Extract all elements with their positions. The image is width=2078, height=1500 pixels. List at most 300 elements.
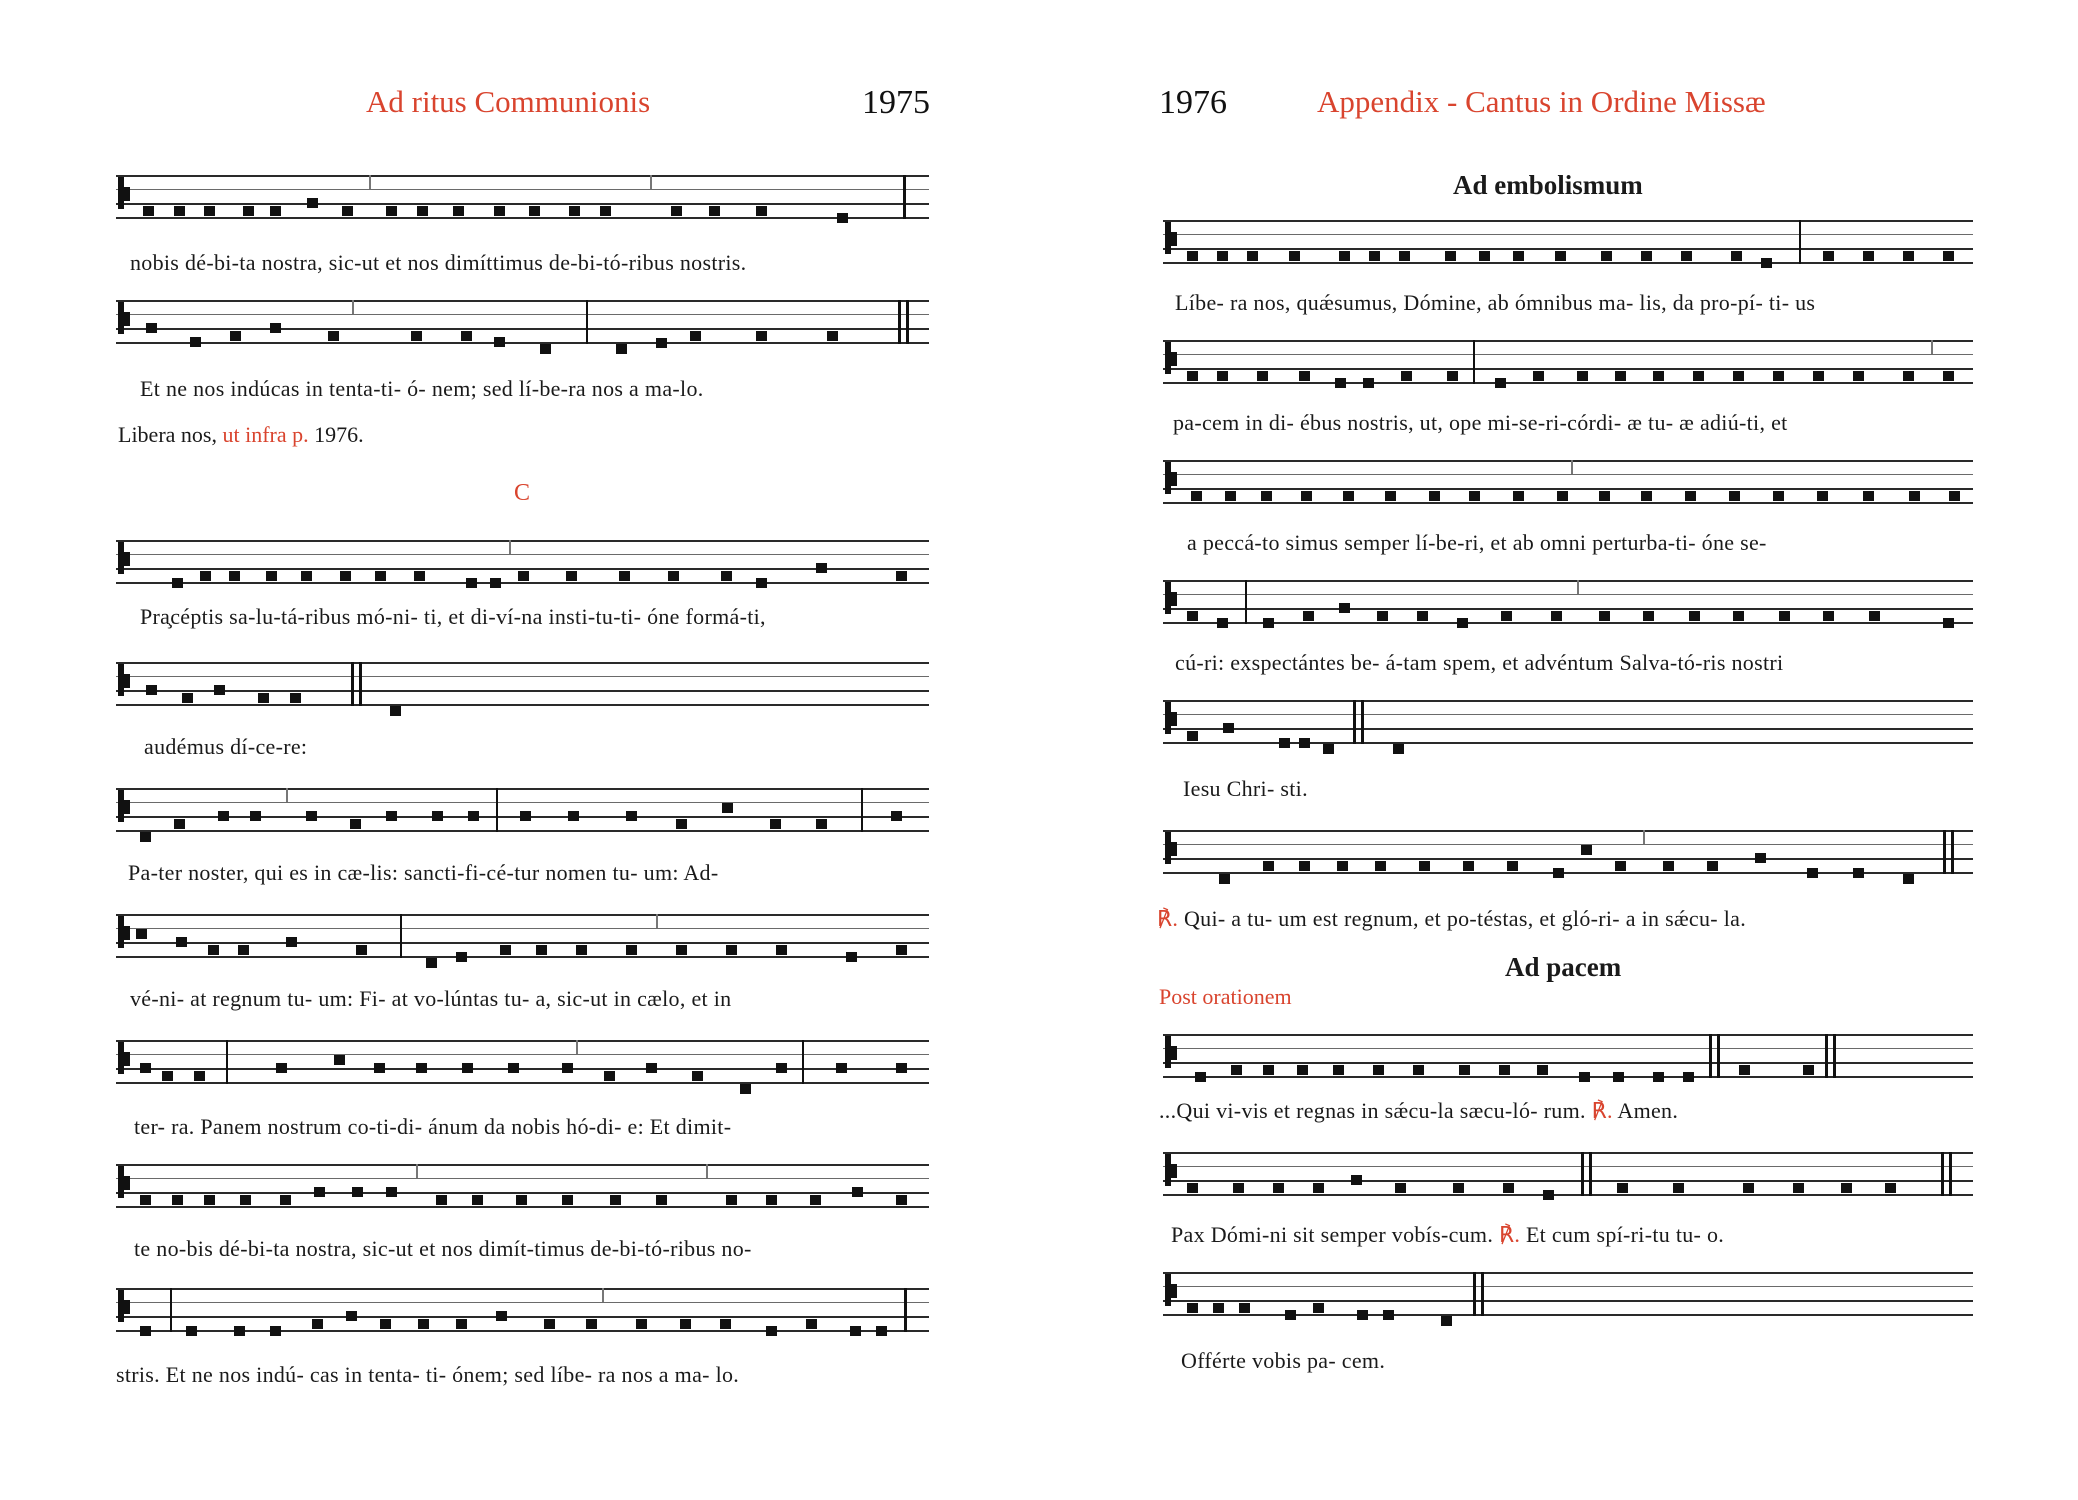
neume-note [806,1319,817,1329]
bar-line [1473,1272,1476,1316]
neume-note [1689,611,1700,621]
staff-line [116,662,929,664]
neume-note [1903,874,1914,884]
neume-note [432,811,443,821]
neume-note [1615,371,1626,381]
bar-line [802,1040,804,1084]
c-clef-icon [118,1166,124,1198]
neume-note [390,706,401,716]
neume-note [1297,1065,1308,1075]
neume-note [1323,744,1334,754]
neume-note [1501,611,1512,621]
neume-note [1773,371,1784,381]
c-clef-icon [118,177,124,209]
bar-line [1577,580,1579,594]
neume-note [1419,861,1430,871]
cross-ref-rubric: ut infra p. [222,422,309,447]
neume-note [462,1063,473,1073]
c-clef-icon [1165,342,1171,374]
neume-note [174,206,185,216]
lyric-line: Pra̧céptis sa-lu-tá-ribus mó-ni- ti, et di-ví-na insti-tu-ti- óne formá-ti, [140,604,766,629]
staff-line [116,704,929,706]
neume-note [230,331,241,341]
staff-line [1163,262,1973,264]
neume-note [1557,491,1568,501]
neume-note [172,578,183,588]
chant-staff-2 [116,300,929,344]
neume-note [1543,1190,1554,1200]
neume-note [1351,1175,1362,1185]
bar-line [1941,1152,1944,1196]
lyric-line [1159,1098,1678,1124]
staff-line [1163,1194,1973,1196]
neume-note [270,1326,281,1336]
chant-staff-6 [116,914,929,958]
neume-note [1823,611,1834,621]
neume-note [1643,611,1654,621]
chant-staff-3 [116,540,929,584]
neume-note [208,945,219,955]
bar-line [1361,700,1364,744]
neume-note [411,331,422,341]
bar-line [1353,700,1356,744]
neume-note [250,811,261,821]
neume-note [1313,1303,1324,1313]
neume-note [876,1326,887,1336]
neume-note [1853,868,1864,878]
neume-note [676,819,687,829]
bar-line [586,300,588,344]
neume-note [375,571,386,581]
neume-note [1393,744,1404,754]
bar-line [1717,1034,1720,1078]
neume-note [490,578,501,588]
neume-note [1217,618,1228,628]
neume-note [508,1063,519,1073]
neume-note [1263,1065,1274,1075]
neume-note [1337,861,1348,871]
neume-note [1807,868,1818,878]
bar-line [1571,460,1573,474]
neume-note [1213,1303,1224,1313]
neume-note [1577,371,1588,381]
post-rubric: Post orationem [1159,984,1292,1009]
neume-note [312,1319,323,1329]
chant-staff-7 [116,1040,929,1084]
staff-line [116,942,929,944]
bar-line [1931,340,1933,354]
neume-note [453,206,464,216]
neume-note [328,331,339,341]
chant-staff-r5 [1163,700,1973,744]
cross-reference [118,422,364,448]
neume-note [1495,378,1506,388]
staff-line [116,189,929,190]
staff-line [116,690,929,692]
staff-line [1163,1166,1973,1167]
heading-pacem: Ad pacem [1505,952,1622,982]
neume-note [1285,1310,1296,1320]
staff-line [116,1192,929,1194]
bar-line [416,1164,418,1178]
running-title-right: Appendix - Cantus in Ordine Missæ [1317,84,1766,119]
neume-note [494,337,505,347]
c-clef-icon [1165,1274,1171,1306]
bar-line [1473,340,1475,384]
lyric-line: a peccá-to simus semper lí-be-ri, et ab omni perturba-ti- óne se- [1187,530,1767,555]
staff-line [1163,1180,1973,1182]
neume-note [1949,491,1960,501]
bar-line [1709,1034,1712,1078]
neume-note [1313,1183,1324,1193]
staff-line [1163,830,1973,832]
neume-note [1733,371,1744,381]
neume-note [334,1055,345,1065]
neume-note [1499,1065,1510,1075]
neume-note [690,331,701,341]
neume-note [1375,861,1386,871]
neume-note [1383,1310,1394,1320]
neume-note [626,945,637,955]
neume-note [770,819,781,829]
neume-note [709,206,720,216]
neume-note [386,1187,397,1197]
neume-note [610,1195,621,1205]
neume-note [1663,861,1674,871]
neume-note [1417,611,1428,621]
neume-note [720,1319,731,1329]
neume-note [1943,251,1954,261]
bar-line [906,300,909,344]
staff-line [116,788,929,790]
neume-note [204,1195,215,1205]
neume-note [1853,371,1864,381]
neume-note [1339,603,1350,613]
neume-note [1261,491,1272,501]
neume-note [286,937,297,947]
neume-note [676,945,687,955]
neume-note [1257,371,1268,381]
neume-note [1513,251,1524,261]
lyric-line: Líbe- ra nos, quǽsumus, Dómine, ab ómnibus ma- lis, da pro-pí- ti- us [1175,290,1816,315]
neume-note [1363,378,1374,388]
neume-note [1653,1072,1664,1082]
staff-line [1163,580,1973,582]
bar-line [1245,580,1247,624]
neume-note [380,1319,391,1329]
staff-line [1163,1286,1973,1287]
neume-note [1909,491,1920,501]
neume-note [301,571,312,581]
chant-staff-9 [116,1288,929,1332]
neume-note [1343,491,1354,501]
staff-line [1163,1062,1973,1064]
neume-note [1707,861,1718,871]
bar-line [576,1040,578,1054]
neume-note [346,1311,357,1321]
neume-note [1223,723,1234,733]
c-clef-icon [1165,702,1171,734]
staff-line [1163,248,1973,250]
response-text: Qui- a tu- um est regnum, et po-téstas, et gló-ri- a in sǽcu- la. [1183,906,1746,931]
staff-line [1163,622,1973,624]
neume-note [680,1319,691,1329]
neume-note [756,206,767,216]
pacem-line1-text: ...Qui vi-vis et regnas in sǽcu-la sæcu-ló- rum. [1159,1098,1586,1123]
bar-line [1589,1152,1592,1196]
staff-line [116,217,929,219]
neume-note [374,1063,385,1073]
neume-note [340,571,351,581]
neume-note [626,811,637,821]
neume-note [616,344,627,354]
neume-note [1263,861,1274,871]
neume-note [306,811,317,821]
neume-note [1551,611,1562,621]
neume-note [461,331,472,341]
neume-note [200,571,211,581]
neume-note [176,937,187,947]
chant-staff-r6 [1163,830,1973,874]
neume-note [140,832,151,842]
staff-line [116,582,929,584]
neume-note [1617,1183,1628,1193]
neume-note [229,571,240,581]
staff-line [1163,844,1973,845]
neume-note [1333,1065,1344,1075]
neume-note [468,811,479,821]
chant-staff-r9 [1163,1272,1973,1316]
c-clef-icon [1165,1036,1171,1068]
neume-note [896,1195,907,1205]
neume-note [1263,618,1274,628]
neume-note [1729,491,1740,501]
neume-note [562,1195,573,1205]
neume-note [218,811,229,821]
neume-note [896,571,907,581]
neume-note [1885,1183,1896,1193]
staff-line [116,830,929,832]
neume-note [636,1319,647,1329]
neume-note [1755,853,1766,863]
bar-line [1481,1272,1484,1316]
staff-line [116,540,929,542]
section-letter: C [514,480,531,506]
neume-note [1479,251,1490,261]
neume-note [1537,1065,1548,1075]
staff-line [1163,234,1973,235]
neume-note [604,1071,615,1081]
neume-note [1513,491,1524,501]
lyric-line: cú-ri: exspectántes be- á-tam spem, et advéntum Salva-tó-ris nostri [1175,650,1784,675]
neume-note [1793,1183,1804,1193]
staff-line [116,1178,929,1179]
staff-line [116,928,929,929]
neume-note [810,1195,821,1205]
neume-note [1457,618,1468,628]
neume-note [1599,611,1610,621]
c-clef-icon [118,1290,124,1322]
neume-note [1339,251,1350,261]
neume-note [1413,1065,1424,1075]
neume-note [837,213,848,223]
page-number-left: 1975 [862,84,930,121]
neume-note [1453,1183,1464,1193]
neume-note [529,206,540,216]
neume-note [740,1084,751,1094]
bar-line [509,540,511,554]
staff-line [116,914,929,916]
neume-note [1731,251,1742,261]
bar-line [226,1040,228,1084]
neume-note [204,206,215,216]
neume-note [352,1187,363,1197]
neume-note [162,1071,173,1081]
bar-line [656,914,658,928]
neume-note [270,323,281,333]
neume-note [240,1195,251,1205]
neume-note [1247,251,1258,261]
bar-line [1799,220,1801,264]
neume-note [1219,874,1230,884]
staff-line [1163,872,1973,874]
c-clef-icon [118,664,124,696]
bar-line [903,175,906,219]
neume-note [436,1195,447,1205]
neume-note [1289,251,1300,261]
neume-note [1299,371,1310,381]
neume-note [290,693,301,703]
neume-note [1863,491,1874,501]
pacem-line2-response: Et cum spí-ri-tu tu- o. [1525,1222,1725,1247]
neume-note [1217,371,1228,381]
neume-note [569,206,580,216]
neume-note [276,1063,287,1073]
neume-note [836,1063,847,1073]
neume-note [1863,251,1874,261]
staff-line [116,956,929,958]
staff-line [1163,608,1973,610]
bar-line [1833,1034,1836,1078]
neume-note [766,1326,777,1336]
staff-line [1163,340,1973,342]
neume-note [1459,1065,1470,1075]
neume-note [1301,491,1312,501]
staff-line [1163,1300,1973,1302]
neume-note [1239,1303,1250,1313]
neume-note [140,1195,151,1205]
neume-note [1503,1183,1514,1193]
neume-note [194,1071,205,1081]
staff-line [1163,368,1973,370]
neume-note [500,945,511,955]
neume-note [214,685,225,695]
c-clef-icon [118,542,124,574]
neume-note [1761,258,1772,268]
neume-note [1187,731,1198,741]
neume-note [1233,1183,1244,1193]
neume-note [234,1326,245,1336]
response-icon: ℟. [1498,1222,1521,1247]
bar-line [1951,830,1954,874]
neume-note [280,1195,291,1205]
neume-note [1191,491,1202,501]
neume-note [1401,371,1412,381]
neume-note [1841,1183,1852,1193]
neume-note [586,1319,597,1329]
response-icon: ℟. [1157,906,1179,931]
neume-note [1613,1072,1624,1082]
neume-note [1187,1183,1198,1193]
neume-note [140,1063,151,1073]
response-line [1157,906,1746,932]
staff-line [1163,488,1973,490]
neume-note [243,206,254,216]
neume-note [619,571,630,581]
neume-note [776,945,787,955]
neume-note [671,206,682,216]
neume-note [496,1311,507,1321]
neume-note [1463,861,1474,871]
neume-note [536,945,547,955]
staff-line [1163,220,1973,222]
neume-note [1187,251,1198,261]
neume-note [1579,1072,1590,1082]
neume-note [426,958,437,968]
neume-note [1943,618,1954,628]
neume-note [386,206,397,216]
lyric-line: Iesu Chri- sti. [1183,776,1308,801]
bar-line [650,175,652,189]
neume-note [258,693,269,703]
neume-note [1187,371,1198,381]
neume-note [143,206,154,216]
neume-note [1773,491,1784,501]
lyric-line: te no-bis dé-bi-ta nostra, sic-ut et nos dimít-timus de-bi-tó-ribus no- [134,1236,752,1261]
bar-line [1581,1152,1584,1196]
neume-note [896,1063,907,1073]
chant-staff-r2 [1163,340,1973,384]
neume-note [1641,491,1652,501]
neume-note [416,1063,427,1073]
neume-note [1447,371,1458,381]
neume-note [827,331,838,341]
neume-note [186,1326,197,1336]
neume-note [417,206,428,216]
staff-line [1163,1272,1973,1274]
staff-line [1163,502,1973,504]
bar-line [359,662,362,706]
neume-note [646,1063,657,1073]
neume-note [1273,1183,1284,1193]
page-number-right: 1976 [1159,84,1227,121]
neume-note [1641,251,1652,261]
pacem-line1-amen: Amen. [1617,1098,1679,1123]
neume-note [726,945,737,955]
neume-note [238,945,249,955]
neume-note [1653,371,1664,381]
neume-note [140,1326,151,1336]
chant-staff-r7 [1163,1034,1973,1078]
right-page [1039,0,2078,1500]
lyric-line: Offérte vobis pa- cem. [1181,1348,1386,1373]
c-clef-icon [1165,222,1171,254]
neume-note [1803,1065,1814,1075]
neume-note [1601,251,1612,261]
neume-note [1943,371,1954,381]
neume-note [540,344,551,354]
neume-note [1581,845,1592,855]
